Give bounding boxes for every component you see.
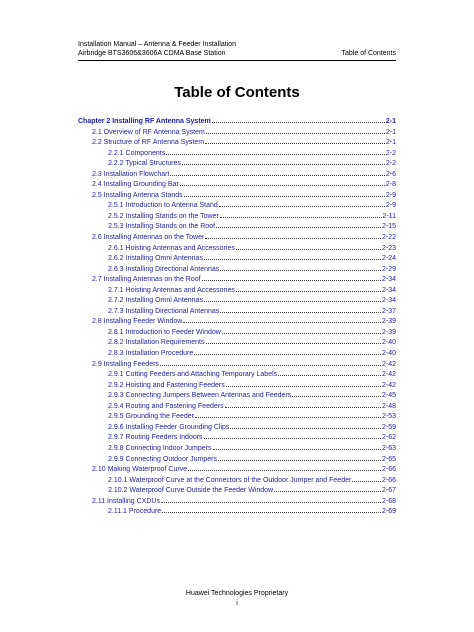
toc-entry-label: Chapter 2 Installing RF Antenna System <box>78 118 211 125</box>
toc-entry[interactable] <box>78 116 396 127</box>
toc-entry-page: 2-24 <box>381 255 396 263</box>
toc-entry[interactable] <box>78 390 396 401</box>
toc-leader-dots <box>219 200 385 207</box>
toc-entry[interactable] <box>78 337 396 348</box>
toc-entry[interactable] <box>78 359 396 370</box>
toc-leader-dots <box>162 506 381 513</box>
toc-entry-page: 2-69 <box>381 508 396 516</box>
toc-entry-label: 2.8.1 Introduction to Feeder Window <box>108 328 221 336</box>
toc-entry-page: 2-1 <box>385 118 396 125</box>
toc-entry-page: 2-67 <box>381 487 396 495</box>
toc-entry[interactable] <box>78 285 396 296</box>
toc-entry-page: 2-42 <box>381 360 396 368</box>
toc-entry-page: 2-65 <box>381 455 396 463</box>
toc-leader-dots <box>204 295 381 302</box>
toc-entry[interactable] <box>78 221 396 232</box>
footer-page-number: i <box>236 600 238 607</box>
toc-entry[interactable] <box>78 306 396 317</box>
toc-entry-label: 2.2.1 Components <box>108 149 166 157</box>
footer-company: Huawei Technologies Proprietary <box>185 590 289 597</box>
toc-entry[interactable] <box>78 274 396 285</box>
toc-leader-dots <box>230 422 381 429</box>
header-rule <box>78 60 396 61</box>
toc-leader-dots <box>278 369 381 376</box>
toc-entry-label: 2.9.2 Hoisting and Fastening Feeders <box>108 381 225 389</box>
toc-entry-label: 2.7.2 Installing Omni Antennas <box>108 297 203 305</box>
header-line-1 <box>78 40 396 49</box>
toc-entry[interactable] <box>78 243 396 254</box>
toc-entry[interactable] <box>78 464 396 475</box>
toc-leader-dots <box>194 348 381 355</box>
toc-leader-dots <box>161 496 381 503</box>
toc-leader-dots <box>222 327 381 334</box>
toc-entry[interactable] <box>78 137 396 148</box>
toc-leader-dots <box>226 380 381 387</box>
toc-entry-label: 2.9.5 Grounding the Feeder <box>108 413 195 421</box>
toc-entry-label: 2.9.7 Routing Feeders Indoors <box>108 434 203 442</box>
toc-leader-dots <box>160 359 381 366</box>
toc-entry-label: 2.11.1 Procedure <box>108 508 162 516</box>
toc-leader-dots <box>220 264 381 271</box>
toc-entry[interactable] <box>78 264 396 275</box>
toc-entry-page: 2-22 <box>381 234 396 242</box>
toc-leader-dots <box>205 137 385 144</box>
toc-entry[interactable] <box>78 179 396 190</box>
header-line-2 <box>78 49 396 58</box>
toc-leader-dots <box>213 443 381 450</box>
toc-leader-dots <box>212 116 385 123</box>
toc-entry-page: 2-40 <box>381 339 396 347</box>
toc-entry[interactable] <box>78 127 396 138</box>
toc-entry-page: 2-45 <box>381 392 396 400</box>
toc-entry-label: 2.5 Installing Antenna Stands <box>92 191 183 199</box>
toc-entry-label: 2.9.9 Connecting Outdoor Jumpers <box>108 455 217 463</box>
toc-entry-label: 2.5.2 Installing Stands on the Tower <box>108 212 219 220</box>
toc-leader-dots <box>218 454 381 461</box>
toc-leader-dots <box>183 316 381 323</box>
toc-entry[interactable] <box>78 432 396 443</box>
toc-entry[interactable] <box>78 475 396 486</box>
toc-entry-label: 2.9.6 Installing Feeder Grounding Clips <box>108 423 230 431</box>
toc-entry-page: 2-1 <box>385 128 396 136</box>
toc-entry-page: 2-6 <box>385 170 396 178</box>
toc-entry[interactable] <box>78 454 396 465</box>
toc-entry-page: 2-23 <box>381 244 396 252</box>
toc-entry-label: 2.6.1 Hoisting Antennas and Accessories <box>108 244 235 252</box>
toc-entry-label: 2.6 Installing Antennas on the Tower <box>92 234 205 242</box>
header-section-name: Table of Contents <box>341 50 396 57</box>
toc-entry-page: 2-63 <box>381 444 396 452</box>
toc-leader-dots <box>188 464 381 471</box>
toc-entry[interactable] <box>78 411 396 422</box>
toc-entry[interactable] <box>78 295 396 306</box>
toc-entry-page: 2-9 <box>385 191 396 199</box>
toc-leader-dots <box>170 169 384 176</box>
toc-entry[interactable] <box>78 190 396 201</box>
toc-entry[interactable] <box>78 327 396 338</box>
toc-entry-label: 2.9.8 Connecting Indoor Jumpers <box>108 444 212 452</box>
toc-entry-label: 2.6.2 Installing Omni Antennas <box>108 255 203 263</box>
toc-entry-page: 2-66 <box>381 476 396 484</box>
toc-entry[interactable] <box>78 348 396 359</box>
toc-leader-dots <box>225 401 381 408</box>
toc-leader-dots <box>202 274 381 281</box>
toc-entry-page: 2-53 <box>381 413 396 421</box>
toc-leader-dots <box>292 390 381 397</box>
toc-entry[interactable] <box>78 443 396 454</box>
toc-entry-page: 2-34 <box>381 286 396 294</box>
toc-entry-label: 2.10.2 Waterproof Curve Outside the Feeder Window <box>108 487 274 495</box>
toc-entry-page: 2-34 <box>381 276 396 284</box>
toc-leader-dots <box>236 243 381 250</box>
toc-entry[interactable] <box>78 158 396 169</box>
toc-entry-page: 2-39 <box>381 318 396 326</box>
toc-entry[interactable] <box>78 169 396 180</box>
toc-leader-dots <box>274 485 381 492</box>
toc-entry-label: 2.7.3 Installing Directional Antennas <box>108 307 220 315</box>
page-header <box>78 40 396 58</box>
toc-entry[interactable] <box>78 380 396 391</box>
toc-leader-dots <box>180 179 385 186</box>
toc-entry-page: 2-68 <box>381 497 396 505</box>
toc-leader-dots <box>182 158 385 165</box>
toc-entry-label: 2.6.3 Installing Directional Antennas <box>108 265 220 273</box>
page-footer <box>0 589 474 609</box>
toc-entry-label: 2.5.3 Installing Stands on the Roof <box>108 223 216 231</box>
toc-entry-label: 2.10 Making Waterproof Curve <box>92 466 188 474</box>
toc-entry-label: 2.8 Installing Feeder Window <box>92 318 183 326</box>
toc-entry-page: 2-66 <box>381 466 396 474</box>
toc-entry-label: 2.9.4 Routing and Fastening Feeders <box>108 402 224 410</box>
toc-entry-label: 2.7.1 Hoisting Antennas and Accessories <box>108 286 235 294</box>
toc-entry[interactable] <box>78 316 396 327</box>
toc-entry-page: 2-48 <box>381 402 396 410</box>
toc-entry[interactable] <box>78 148 396 159</box>
toc-entry-label: 2.5.1 Introduction to Antenna Stand <box>108 202 218 210</box>
toc-entry-page: 2-1 <box>385 139 396 147</box>
toc-leader-dots <box>220 306 381 313</box>
toc-leader-dots <box>184 190 385 197</box>
toc-entry[interactable] <box>78 200 396 211</box>
toc-entry-page: 2-59 <box>381 423 396 431</box>
toc-entry-page: 2-11 <box>382 212 396 220</box>
toc-entry-page: 2-42 <box>381 381 396 389</box>
toc-leader-dots <box>204 432 381 439</box>
table-of-contents <box>78 116 396 517</box>
toc-entry-label: 2.4 Installing Grounding Bar <box>92 181 179 189</box>
toc-entry-label: 2.2 Structure of RF Antenna System <box>92 139 205 147</box>
toc-leader-dots <box>216 221 381 228</box>
toc-entry-page: 2-40 <box>381 350 396 358</box>
toc-entry-page: 2-62 <box>381 434 396 442</box>
header-product-name: Airbridge BTS3606&3606A CDMA Base Station <box>78 50 226 57</box>
toc-entry-label: 2.9 Installing Feeders <box>92 360 159 368</box>
toc-entry[interactable] <box>78 401 396 412</box>
toc-entry-page: 2-15 <box>381 223 396 231</box>
toc-entry-page: 2-8 <box>385 181 396 189</box>
toc-leader-dots <box>166 148 385 155</box>
toc-entry[interactable] <box>78 232 396 243</box>
page-title: Table of Contents <box>174 84 300 101</box>
toc-entry-page: 2-9 <box>385 202 396 210</box>
toc-leader-dots <box>206 127 385 134</box>
toc-leader-dots <box>195 411 381 418</box>
toc-entry-label: 2.3 Installation Flowchart <box>92 170 170 178</box>
toc-entry-page: 2-2 <box>385 149 396 157</box>
toc-entry[interactable] <box>78 422 396 433</box>
toc-entry-label: 2.9.1 Cutting Feeders and Attaching Temporary Labels <box>108 371 278 379</box>
toc-entry-page: 2-42 <box>381 371 396 379</box>
toc-entry-label: 2.8.3 Installation Procedure <box>108 350 194 358</box>
toc-leader-dots <box>205 232 381 239</box>
toc-entry[interactable] <box>78 253 396 264</box>
toc-leader-dots <box>206 337 381 344</box>
toc-entry[interactable] <box>78 485 396 496</box>
toc-entry[interactable] <box>78 496 396 507</box>
toc-entry-page: 2-39 <box>381 328 396 336</box>
toc-entry-label: 2.11 Installing CXDUs <box>92 497 160 505</box>
toc-entry-label: 2.8.2 Installation Requirements <box>108 339 205 347</box>
header-manual-title: Installation Manual – Antenna & Feeder Installation <box>78 41 236 48</box>
toc-leader-dots <box>204 253 381 260</box>
toc-entry-page: 2-34 <box>381 297 396 305</box>
toc-entry-label: 2.2.2 Typical Structures <box>108 160 182 168</box>
toc-entry-page: 2-29 <box>381 265 396 273</box>
toc-entry[interactable] <box>78 211 396 222</box>
toc-entry[interactable] <box>78 369 396 380</box>
toc-leader-dots <box>236 285 381 292</box>
toc-entry-page: 2-2 <box>385 160 396 168</box>
toc-entry-label: 2.10.1 Waterproof Curve at the Connectors of the Outdoor Jumper and Feeder <box>108 476 352 484</box>
toc-entry-page: 2-37 <box>381 307 396 315</box>
toc-leader-dots <box>220 211 382 218</box>
toc-entry-label: 2.9.3 Connecting Jumpers Between Antennas and Feeders <box>108 392 292 400</box>
toc-entry[interactable] <box>78 506 396 517</box>
toc-entry-label: 2.1 Overview of RF Antenna System <box>92 128 205 136</box>
toc-leader-dots <box>352 475 381 482</box>
toc-entry-label: 2.7 Installing Antennas on the Roof <box>92 276 201 284</box>
